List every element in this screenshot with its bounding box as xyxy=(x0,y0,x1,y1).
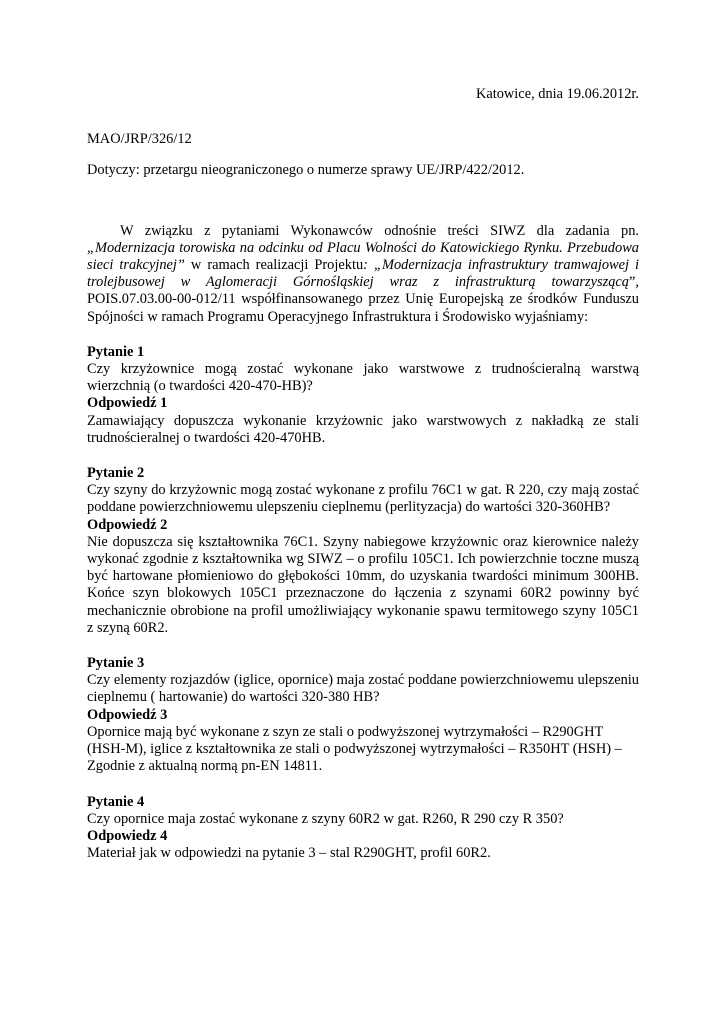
document-page xyxy=(87,86,639,862)
question-title: Pytanie 1 xyxy=(87,343,145,360)
document-date: Katowice, dnia 19.06.2012r. xyxy=(475,86,639,102)
answer-text: Materiał jak w odpowiedzi na pytanie 3 – stal R290GHT, profil 60R2. xyxy=(87,845,491,862)
intro-text-2: w ramach realizacji Projektu xyxy=(184,257,364,274)
qa-block-3 xyxy=(87,655,639,775)
answer-title: Odpowiedz 4 xyxy=(87,827,168,844)
answer-title: Odpowiedź 2 xyxy=(87,516,168,533)
answer-title: Odpowiedź 1 xyxy=(87,395,168,412)
answer-text: Zamawiający dopuszcza wykonanie krzyżownic jako warstwowych z nakładką ze stali trudnościeralnej o twardości 420-470HB. xyxy=(87,412,639,446)
project-name: : „Modernizacja infrastruktury tramwajowej i trolejbusowej w Aglomeracji Górnośląskiej wraz z infrastrukturą towarzyszącą xyxy=(87,257,639,291)
qa-block-4 xyxy=(87,794,639,863)
question-text: Czy opornice maja zostać wykonane z szyny 60R2 w gat. R260, R 290 czy R 350? xyxy=(87,810,564,827)
question-title: Pytanie 4 xyxy=(87,793,145,810)
question-text: Czy szyny do krzyżownic mogą zostać wykonane z profilu 76C1 w gat. R 220, czy mają zostać poddane powierzchniowemu ulepszeniu cieplnemu (perlityzacja) do wartości 320-360HB? xyxy=(87,482,639,516)
answer-text: Nie dopuszcza się kształtownika 76C1. Szyny nabiegowe krzyżownic oraz kierownice należy wykonać zgodnie z kształtownika wg SIWZ – o profilu 105C1. Ich powierzchnie toczne muszą być hartowane płomieniowo do głębokości 10mm, do uzyskania twardości minimum 300HB. Końce szyn blokowych 105C1 przeznaczone do łączenia z szynami 60R2 powinny być mechanicznie obrobione na profil umożliwiający wykonanie spawu termitowego szyny 105C1 z szyną 60R2. xyxy=(87,533,639,636)
intro-paragraph xyxy=(87,223,639,326)
answer-text: Opornice mają być wykonane z szyn ze stali o podwyższonej wytrzymałości – R290GHT (HSH-M), iglice z kształtownika ze stali o podwyższonej wytrzymałości – R350HT (HSH) – Zgodnie z aktualną normą pn-EN 14811. xyxy=(87,723,622,775)
answer-title: Odpowiedź 3 xyxy=(87,706,168,723)
intro-text-1: W związku z pytaniami Wykonawców odnośnie treści SIWZ dla zadania pn. xyxy=(120,222,639,239)
document-reference: MAO/JRP/326/12 xyxy=(87,131,192,148)
question-title: Pytanie 3 xyxy=(87,655,145,672)
intro-text-3: ”, POIS.07.03.00-00-012/11 współfinansowanego przez Unię Europejską ze środków Funduszu Spójności w ramach Programu Operacyjnego Infrastruktura i Środowisko wyjaśniamy: xyxy=(87,274,639,325)
qa-block-2 xyxy=(87,465,639,637)
task-name: „Modernizacja torowiska na odcinku od Placu Wolności do Katowickiego Rynku. Przebudowa sieci trakcyjnej” xyxy=(87,239,639,274)
qa-block-1 xyxy=(87,344,639,447)
question-title: Pytanie 2 xyxy=(87,465,145,482)
question-text: Czy elementy rozjazdów (iglice, opornice) maja zostać poddane powierzchniowemu ulepszeniu cieplnemu ( hartowanie) do wartości 320-380 HB? xyxy=(87,672,639,706)
document-subject: Dotyczy: przetargu nieograniczonego o numerze sprawy UE/JRP/422/2012. xyxy=(87,162,525,179)
question-text: Czy krzyżownice mogą zostać wykonane jako warstwowe z trudnościeralną warstwą wierzchnią (o twardości 420-470-HB)? xyxy=(87,361,639,395)
